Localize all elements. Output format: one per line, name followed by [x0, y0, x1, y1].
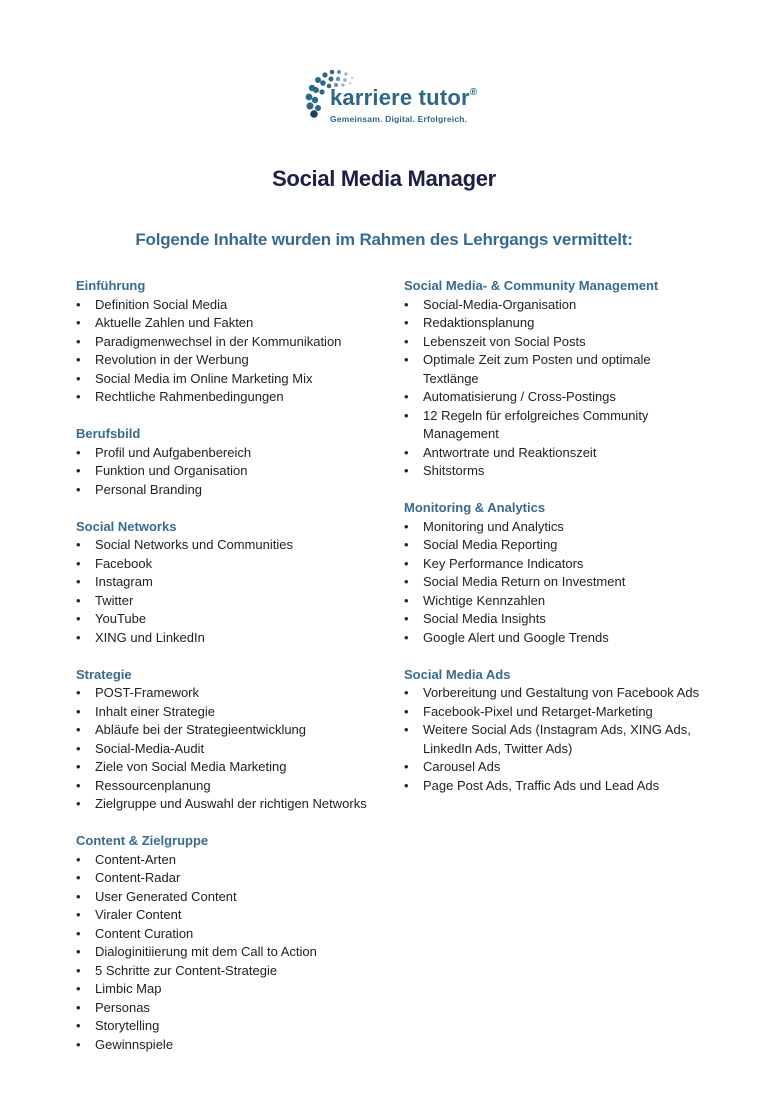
- list-item: • Social Media Return on Investment: [404, 573, 704, 592]
- list-item: • Personal Branding: [76, 481, 396, 500]
- list-item: • Content Curation: [76, 925, 396, 944]
- list-item: • Dialoginitiierung mit dem Call to Action: [76, 943, 396, 962]
- right-column: [404, 277, 704, 814]
- list-item: • Key Performance Indicators: [404, 555, 704, 574]
- list-item: • Abläufe bei der Strategieentwicklung: [76, 721, 396, 740]
- section-strategie: [76, 666, 396, 814]
- list-item: • Aktuelle Zahlen und Fakten: [76, 314, 396, 333]
- list-item: • Paradigmenwechsel in der Kommunikation: [76, 333, 396, 352]
- section-berufsbild: [76, 425, 396, 499]
- section-heading: Content & Zielgruppe: [76, 833, 209, 848]
- section-monitoring-analytics: [404, 499, 704, 647]
- list-item: • Twitter: [76, 592, 396, 611]
- list-item: • Social Media Insights: [404, 610, 704, 629]
- section-heading: Social Media Ads: [404, 666, 511, 682]
- list-item: • Wichtige Kennzahlen: [404, 592, 704, 611]
- list-item: • Social-Media-Audit: [76, 740, 396, 759]
- logo-wordmark: karriere tutor®: [330, 85, 478, 110]
- list-item: • Storytelling: [76, 1017, 396, 1036]
- section-community-management: [404, 277, 704, 481]
- list-item: • Facebook-Pixel und Retarget-Marketing: [404, 703, 704, 722]
- list-item: • Profil und Aufgabenbereich: [76, 444, 396, 463]
- list-item: • Optimale Zeit zum Posten und optimale Textlänge: [404, 351, 704, 388]
- list-item: • Social Networks und Communities: [76, 536, 396, 555]
- list-item: • Limbic Map: [76, 980, 396, 999]
- list-item: • Redaktionsplanung: [404, 314, 704, 333]
- list-item: • Instagram: [76, 573, 396, 592]
- section-heading: Strategie: [76, 666, 132, 682]
- list-item: • Content-Radar: [76, 869, 396, 888]
- list-item: • POST-Framework: [76, 684, 396, 703]
- list-item: • Definition Social Media: [76, 296, 396, 315]
- list-item: • Zielgruppe und Auswahl der richtigen Networks: [76, 795, 396, 814]
- list-item: • Lebenszeit von Social Posts: [404, 333, 704, 352]
- list-item: • Vorbereitung und Gestaltung von Facebook Ads: [404, 684, 704, 703]
- list-item: • Social-Media-Organisation: [404, 296, 704, 315]
- list-item: • Social Media Reporting: [404, 536, 704, 555]
- section-heading: Social Networks: [76, 518, 177, 534]
- section-heading: Social Media- & Community Management: [404, 278, 659, 293]
- list-item: • Antwortrate und Reaktionszeit: [404, 444, 704, 463]
- list-item: • Page Post Ads, Traffic Ads und Lead Ads: [404, 777, 704, 796]
- section-content-zielgruppe: [76, 832, 396, 1054]
- list-item: • Ziele von Social Media Marketing: [76, 758, 396, 777]
- list-item: • 12 Regeln für erfolgreiches Community Management: [404, 407, 704, 444]
- page-subtitle: Folgende Inhalte wurden im Rahmen des Lehrgangs vermittelt:: [135, 230, 633, 249]
- section-heading: Monitoring & Analytics: [404, 500, 546, 515]
- list-item: • Carousel Ads: [404, 758, 704, 777]
- list-item: • Content-Arten: [76, 851, 396, 870]
- list-item: • Google Alert und Google Trends: [404, 629, 704, 648]
- list-item: • Facebook: [76, 555, 396, 574]
- list-item: • Ressourcenplanung: [76, 777, 396, 796]
- page-title: Social Media Manager: [272, 166, 496, 191]
- list-item: • Social Media im Online Marketing Mix: [76, 370, 396, 389]
- list-item: • Gewinnspiele: [76, 1036, 396, 1055]
- left-column: [76, 277, 396, 1073]
- section-social-media-ads: [404, 666, 704, 796]
- karriere-tutor-logo: [302, 66, 478, 128]
- list-item: • Rechtliche Rahmenbedingungen: [76, 388, 396, 407]
- list-item: • Revolution in der Werbung: [76, 351, 396, 370]
- list-item: • Viraler Content: [76, 906, 396, 925]
- section-einfuehrung: [76, 277, 396, 407]
- section-heading: Berufsbild: [76, 426, 141, 441]
- list-item: • Monitoring und Analytics: [404, 518, 704, 537]
- list-item: • Inhalt einer Strategie: [76, 703, 396, 722]
- section-social-networks: [76, 518, 396, 648]
- list-item: • Weitere Social Ads (Instagram Ads, XING Ads, LinkedIn Ads, Twitter Ads): [404, 721, 704, 758]
- list-item: • YouTube: [76, 610, 396, 629]
- list-item: • Funktion und Organisation: [76, 462, 396, 481]
- list-item: • Shitstorms: [404, 462, 704, 481]
- list-item: • Personas: [76, 999, 396, 1018]
- section-heading: Einführung: [76, 278, 146, 293]
- list-item: • XING und LinkedIn: [76, 629, 396, 648]
- list-item: • User Generated Content: [76, 888, 396, 907]
- logo-tagline: Gemeinsam. Digital. Erfolgreich.: [330, 114, 468, 124]
- list-item: • 5 Schritte zur Content-Strategie: [76, 962, 396, 981]
- list-item: • Automatisierung / Cross-Postings: [404, 388, 704, 407]
